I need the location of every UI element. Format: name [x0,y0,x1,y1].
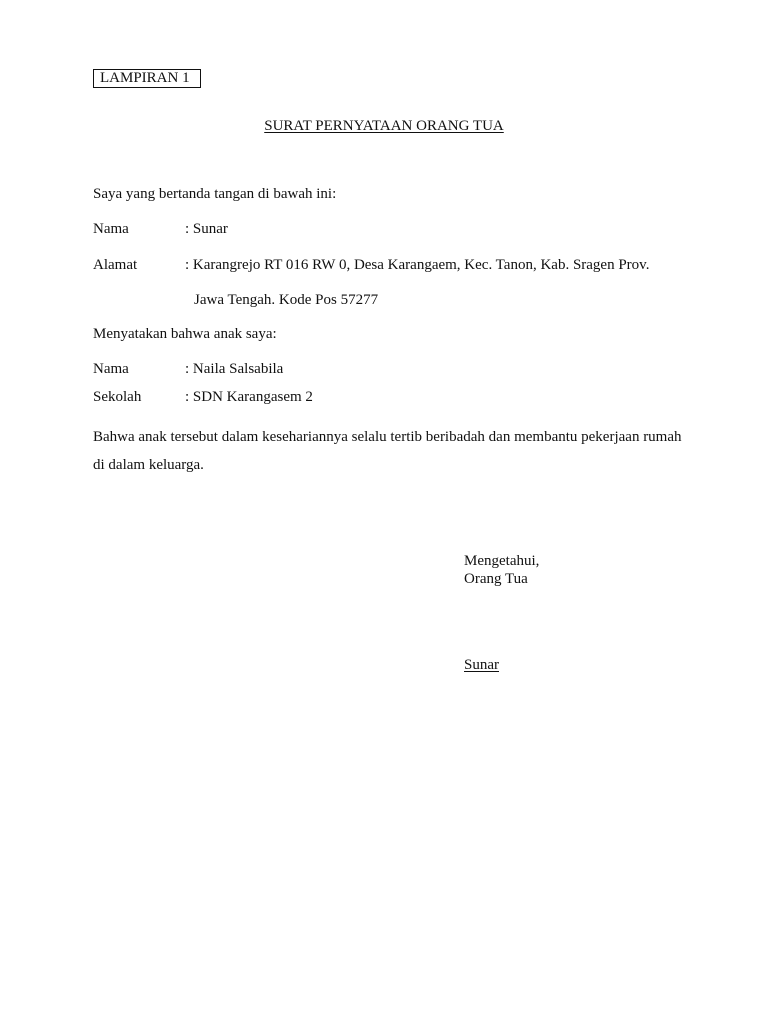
acknowledge-text: Mengetahui, [464,553,540,569]
body-paragraph: Bahwa anak tersebut dalam kesehariannya selalu tertib beribadah dan membantu pekerjaan rumah di dalam keluarga. [93,429,682,473]
signer-name: Sunar [464,657,499,673]
statement-text: Menyatakan bahwa anak saya: [93,326,277,342]
attachment-label: LAMPIRAN 1 [93,69,201,88]
child-name-value: : Naila Salsabila [185,361,284,377]
parent-address-line1: : Karangrejo RT 016 RW 0, Desa Karangaem, Kec. Tanon, Kab. Sragen Prov. [185,257,650,273]
intro-text: Saya yang bertanda tangan di bawah ini: [93,186,337,202]
child-school-label: Sekolah [93,389,142,405]
parent-address-line2: Jawa Tengah. Kode Pos 57277 [194,292,379,308]
parent-address-label: Alamat [93,257,138,273]
signer-role: Orang Tua [464,571,528,587]
parent-name-label: Nama [93,221,129,237]
document-title: SURAT PERNYATAAN ORANG TUA [264,118,504,134]
child-name-label: Nama [93,361,129,377]
parent-name-value: : Sunar [185,221,228,237]
child-school-value: : SDN Karangasem 2 [185,389,313,405]
